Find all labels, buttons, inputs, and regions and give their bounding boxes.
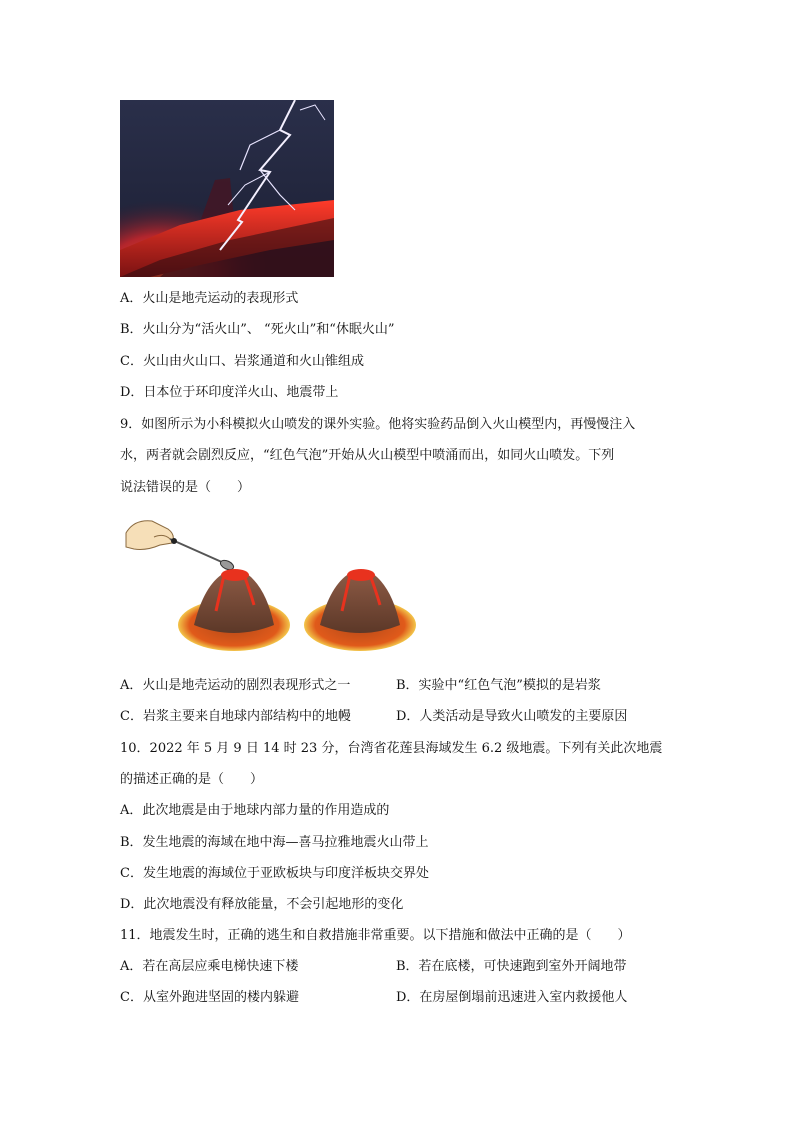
volcano-lightning-photo (120, 100, 334, 277)
q10-option-a: A．此次地震是由于地球内部力量的作用造成的 (120, 803, 390, 818)
q9-option-b: B．实验中“红色气泡”模拟的是岩浆 (396, 678, 601, 693)
q9-option-d: D．人类活动是导致火山喷发的主要原因 (396, 709, 628, 724)
q10-option-b: B．发生地震的海域在地中海—喜马拉雅地震火山带上 (120, 835, 429, 850)
q9-stem-line-3: 说法错误的是（ ） (120, 480, 251, 495)
q9-option-c: C．岩浆主要来自地球内部结构中的地幔 (120, 709, 351, 724)
q9-stem-line-1: 9．如图所示为小科模拟火山喷发的课外实验。他将实验药品倒入火山模型内，再慢慢注入 (120, 417, 636, 432)
q10-option-c: C．发生地震的海域位于亚欧板块与印度洋板块交界处 (120, 866, 429, 881)
q8-option-a: A．火山是地壳运动的表现形式 (120, 291, 299, 306)
volcano-experiment-illustration (124, 515, 424, 655)
q10-option-d: D．此次地震没有释放能量，不会引起地形的变化 (120, 897, 404, 912)
q9-option-a: A．火山是地壳运动的剧烈表现形式之一 (120, 678, 351, 693)
q8-option-b: B．火山分为“活火山”、 “死火山”和“休眠火山” (120, 322, 395, 337)
q8-option-d: D．日本位于环印度洋火山、地震带上 (120, 385, 339, 400)
q10-stem-line-2: 的描述正确的是（ ） (120, 772, 264, 787)
q9-stem-line-2: 水，两者就会剧烈反应，“红色气泡”开始从火山模型中喷涌而出，如同火山喷发。下列 (120, 448, 615, 463)
q11-option-b: B．若在底楼，可快速跑到室外开阔地带 (396, 959, 627, 974)
q10-stem-line-1: 10．2022 年 5 月 9 日 14 时 23 分，台湾省花莲县海域发生 6.2 级地震。下列有关此次地震 (120, 741, 663, 756)
q11-option-a: A．若在高层应乘电梯快速下楼 (120, 959, 299, 974)
q11-option-d: D．在房屋倒塌前迅速进入室内救援他人 (396, 990, 628, 1005)
q11-stem-line-1: 11．地震发生时，正确的逃生和自救措施非常重要。以下措施和做法中正确的是（ ） (120, 928, 631, 943)
q8-option-c: C．火山由火山口、岩浆通道和火山锥组成 (120, 354, 364, 369)
q11-option-c: C．从室外跑进坚固的楼内躲避 (120, 990, 299, 1005)
